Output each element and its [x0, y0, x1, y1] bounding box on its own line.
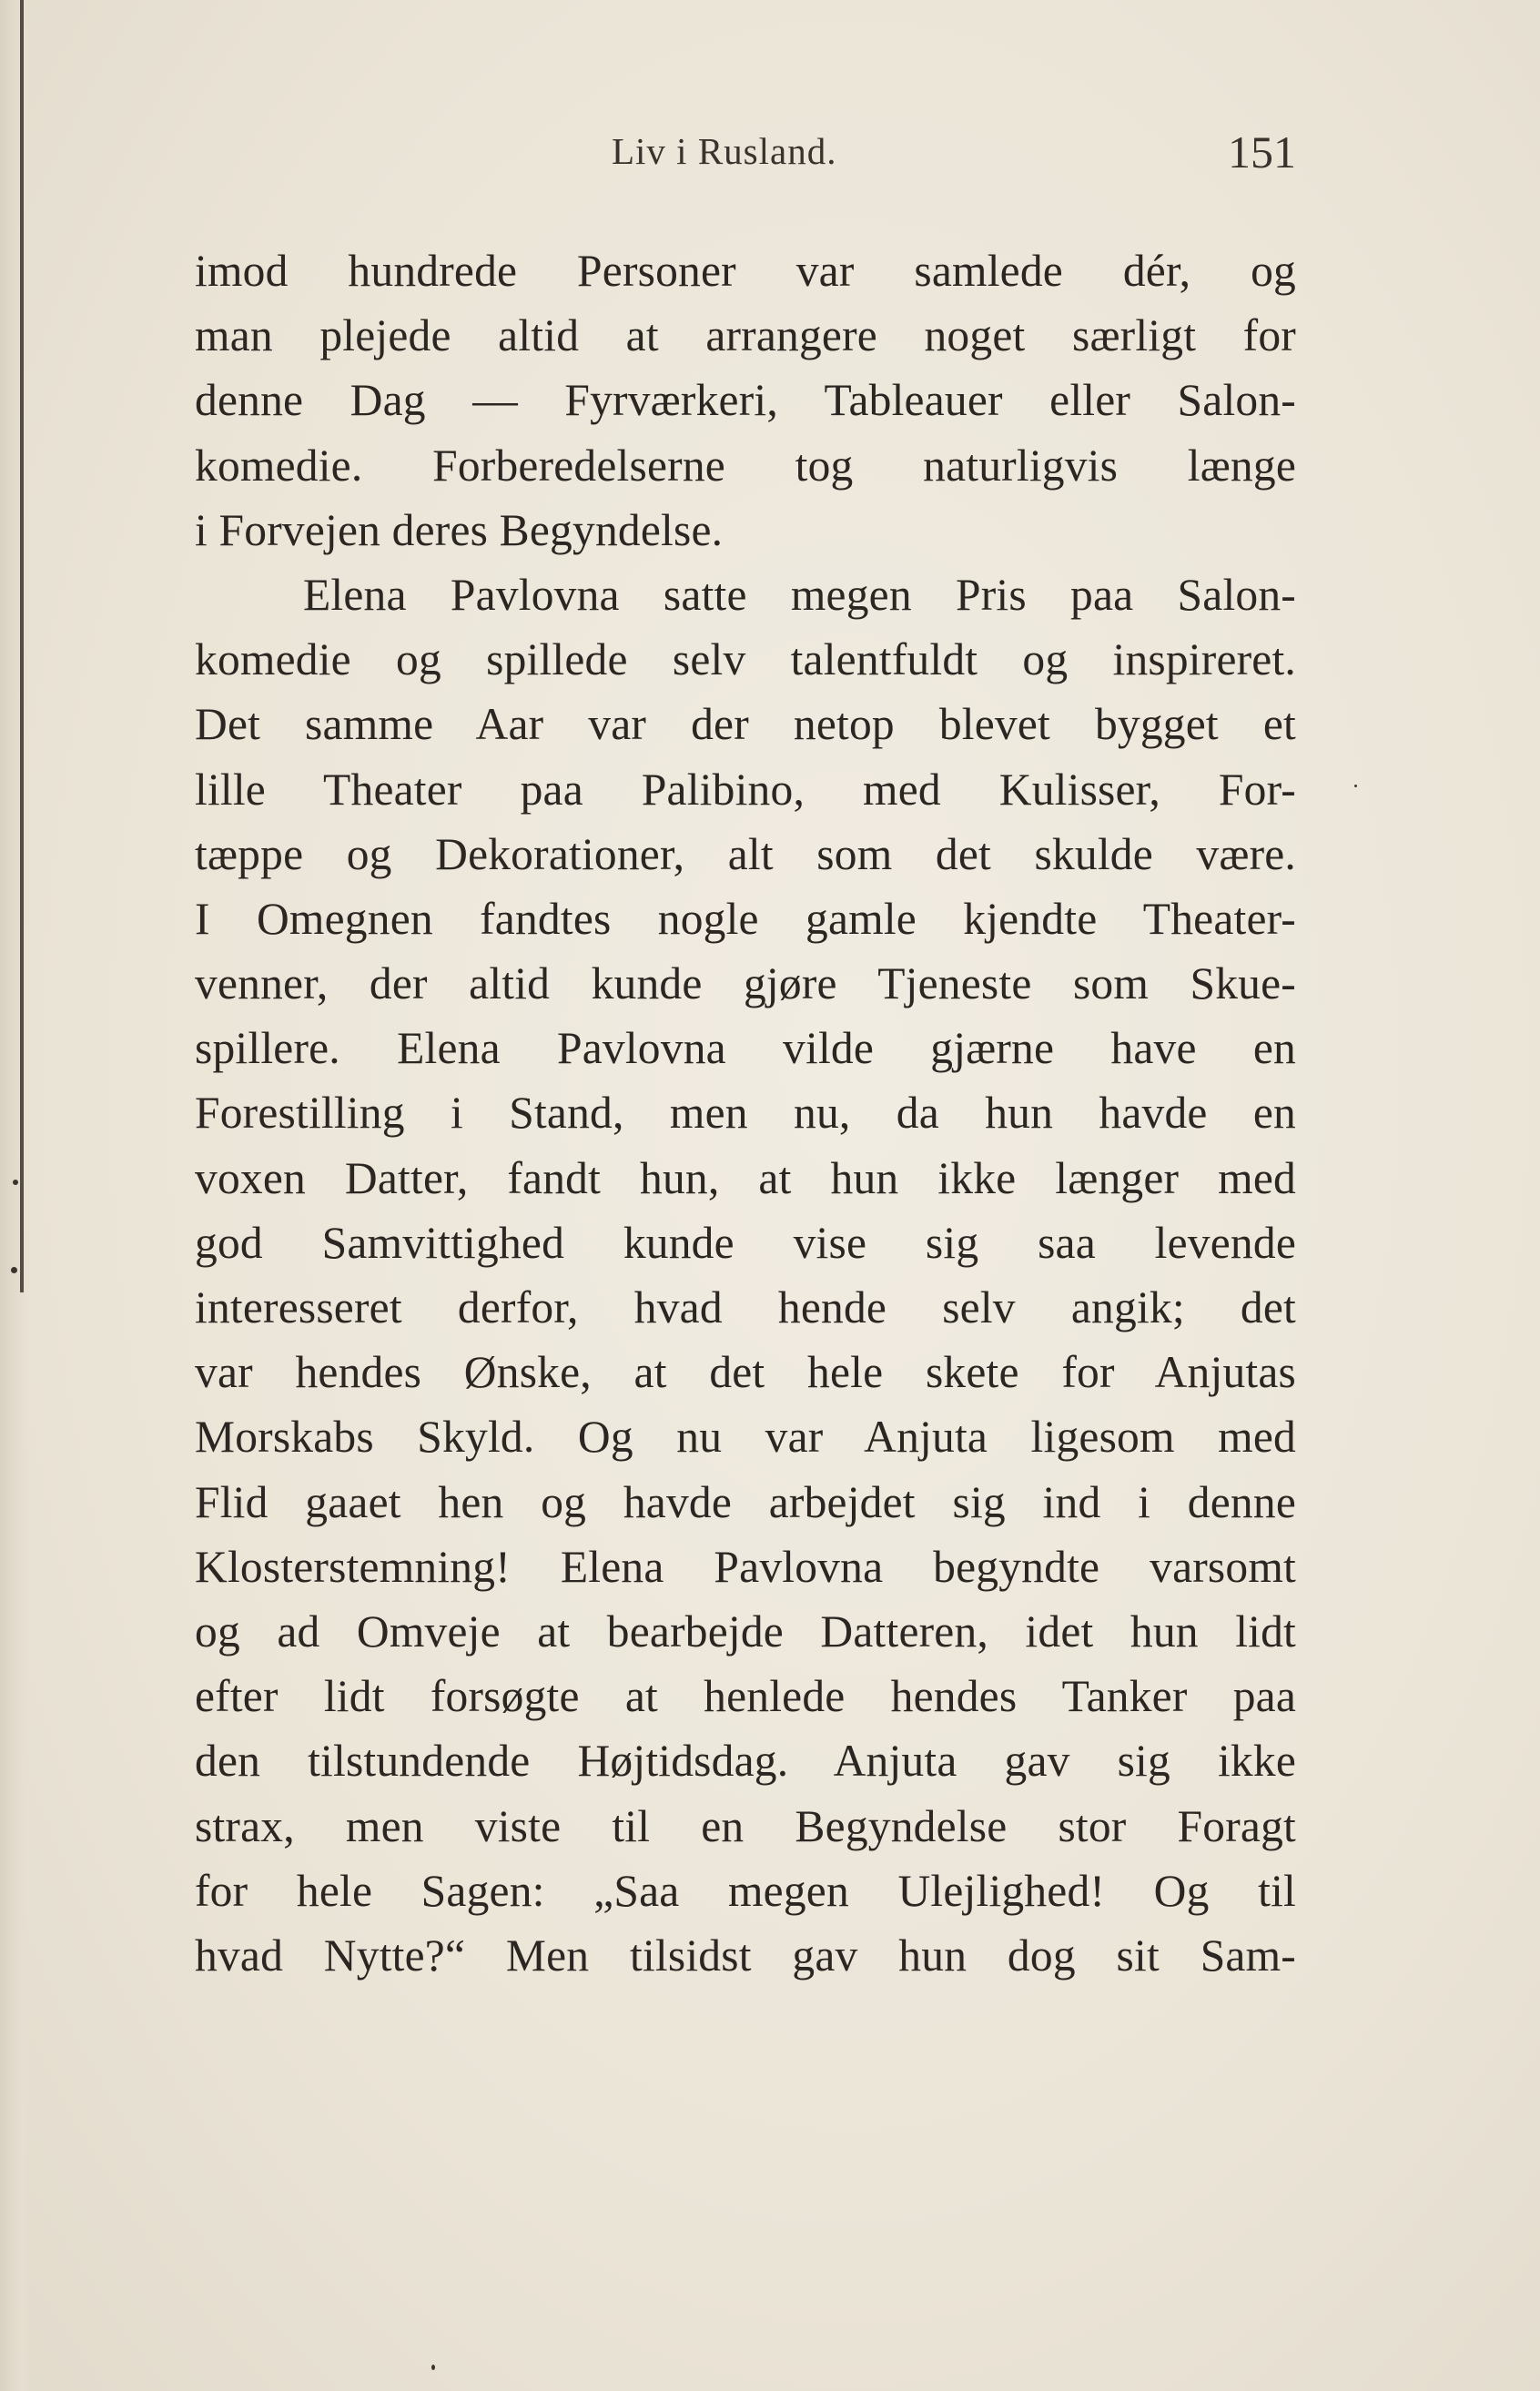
paragraph-start-line: Elena Pavlovna satte megen Pris paa Salon- [303, 569, 1296, 620]
paper-speck [1354, 785, 1357, 787]
text-line: den tilstundende Højtidsdag. Anjuta gav sig ikke [195, 1736, 1296, 1787]
text-line: man plejede altid at arrangere noget særligt for [195, 310, 1296, 361]
text-line: lille Theater paa Palibino, med Kulisser, For- [195, 764, 1296, 815]
text-line: Flid gaaet hen og havde arbejdet sig ind i denne [195, 1476, 1296, 1527]
text-line: voxen Datter, fandt hun, at hun ikke længer med [195, 1152, 1296, 1203]
text-line: venner, der altid kunde gjøre Tjeneste som Skue- [195, 958, 1296, 1009]
page-header [195, 126, 1296, 189]
paper-speck [13, 1180, 18, 1185]
page-number: 151 [1228, 127, 1296, 177]
text-line: Klosterstemning! Elena Pavlovna begyndte varsomt [195, 1541, 1296, 1592]
text-line: for hele Sagen: „Saa megen Ulejlighed! Og til [195, 1865, 1296, 1916]
body-text [195, 238, 1296, 1988]
text-line: interesseret derfor, hvad hende selv angik; det [195, 1282, 1296, 1332]
text-line: var hendes Ønske, at det hele skete for Anjutas [195, 1347, 1296, 1398]
running-title: Liv i Rusland. [612, 130, 837, 172]
text-line: Forestilling i Stand, men nu, da hun havde en [195, 1088, 1296, 1139]
text-line: komedie og spillede selv talentfuldt og inspireret. [195, 634, 1296, 685]
text-line: efter lidt forsøgte at henlede hendes Tanker paa [195, 1671, 1296, 1722]
paper-speck [11, 1267, 17, 1273]
binding-shadow-line [20, 0, 24, 1292]
text-line: I Omegnen fandtes nogle gamle kjendte Theater- [195, 893, 1296, 944]
text-line: Det samme Aar var der netop blevet bygget et [195, 699, 1296, 750]
text-line: strax, men viste til en Begyndelse stor Foragt [195, 1800, 1296, 1851]
paper-speck [431, 2365, 435, 2370]
text-line: komedie. Forberedelserne tog naturligvis længe [195, 440, 1296, 491]
text-line: spillere. Elena Pavlovna vilde gjærne have en [195, 1023, 1296, 1074]
text-line: og ad Omveje at bearbejde Datteren, idet hun lidt [195, 1606, 1296, 1656]
page-binding-edge [0, 0, 31, 2391]
text-line: denne Dag — Fyrværkeri, Tableauer eller Salon- [195, 375, 1296, 426]
text-line: tæppe og Dekorationer, alt som det skulde være. [195, 828, 1296, 879]
text-line: Morskabs Skyld. Og nu var Anjuta ligesom med [195, 1412, 1296, 1463]
text-line: i Forvejen deres Begyndelse. [195, 504, 724, 555]
text-line: god Samvittighed kunde vise sig saa levende [195, 1217, 1296, 1268]
text-line: imod hundrede Personer var samlede dér, og [195, 246, 1296, 296]
text-line: hvad Nytte?“ Men tilsidst gav hun dog sit Sam- [195, 1930, 1296, 1981]
